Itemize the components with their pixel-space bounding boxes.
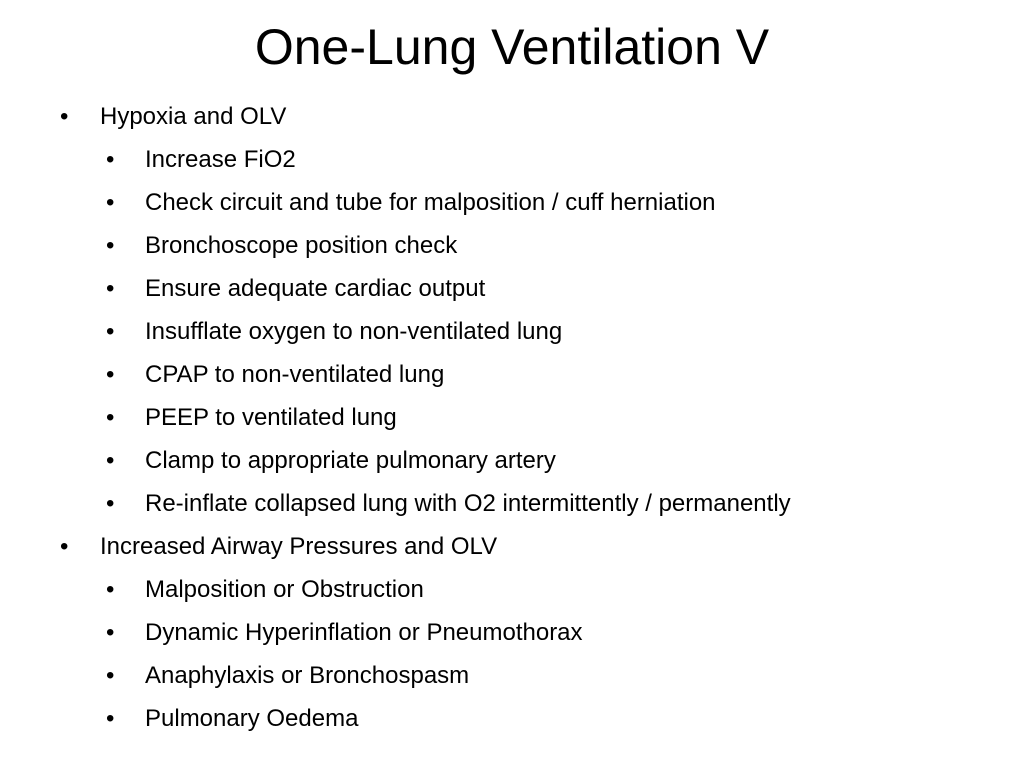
bullet-dot-icon: • (106, 705, 115, 732)
bullet-item (0, 568, 1024, 611)
bullet-dot-icon: • (106, 361, 115, 388)
bullet-heading-airway-pressures (0, 525, 1024, 568)
bullet-dot-icon: • (106, 232, 115, 259)
bullet-dot-icon: • (106, 576, 115, 603)
bullet-heading-text: Increased Airway Pressures and OLV (100, 533, 498, 560)
bullet-item (0, 611, 1024, 654)
bullet-dot-icon: • (106, 490, 115, 517)
bullet-dot-icon: • (60, 533, 69, 560)
bullet-item-text: Ensure adequate cardiac output (145, 275, 486, 302)
bullet-item-text: Increase FiO2 (145, 146, 296, 173)
bullet-item (0, 482, 1024, 525)
bullet-item-text: Anaphylaxis or Bronchospasm (145, 662, 470, 689)
bullet-item (0, 654, 1024, 697)
bullet-item-text: Check circuit and tube for malposition / cuff herniation (145, 189, 716, 216)
bullet-item (0, 396, 1024, 439)
bullet-item-text: Bronchoscope position check (145, 232, 458, 259)
bullet-item (0, 181, 1024, 224)
bullet-item-text: Re-inflate collapsed lung with O2 intermittently / permanently (145, 490, 791, 517)
slide-title: One-Lung Ventilation V (254, 19, 770, 75)
bullet-dot-icon: • (106, 662, 115, 689)
bullet-item-text: Pulmonary Oedema (145, 705, 359, 732)
bullet-item (0, 353, 1024, 396)
bullet-item-text: Malposition or Obstruction (145, 576, 424, 603)
bullet-item (0, 439, 1024, 482)
bullet-dot-icon: • (106, 447, 115, 474)
bullet-item-text: Dynamic Hyperinflation or Pneumothorax (145, 619, 583, 646)
bullet-dot-icon: • (106, 189, 115, 216)
bullet-item-text: PEEP to ventilated lung (145, 404, 397, 431)
bullet-item (0, 267, 1024, 310)
bullet-item (0, 224, 1024, 267)
bullet-item (0, 310, 1024, 353)
bullet-item-text: Insufflate oxygen to non-ventilated lung (145, 318, 563, 345)
bullet-item (0, 697, 1024, 740)
bullet-dot-icon: • (106, 146, 115, 173)
bullet-dot-icon: • (106, 404, 115, 431)
bullet-dot-icon: • (60, 103, 69, 130)
bullet-heading-hypoxia (0, 95, 1024, 138)
bullet-dot-icon: • (106, 619, 115, 646)
bullet-dot-icon: • (106, 318, 115, 345)
bullet-dot-icon: • (106, 275, 115, 302)
bullet-list (0, 95, 1024, 740)
bullet-heading-text: Hypoxia and OLV (100, 103, 287, 130)
bullet-item (0, 138, 1024, 181)
bullet-item-text: CPAP to non-ventilated lung (145, 361, 445, 388)
bullet-item-text: Clamp to appropriate pulmonary artery (145, 447, 556, 474)
